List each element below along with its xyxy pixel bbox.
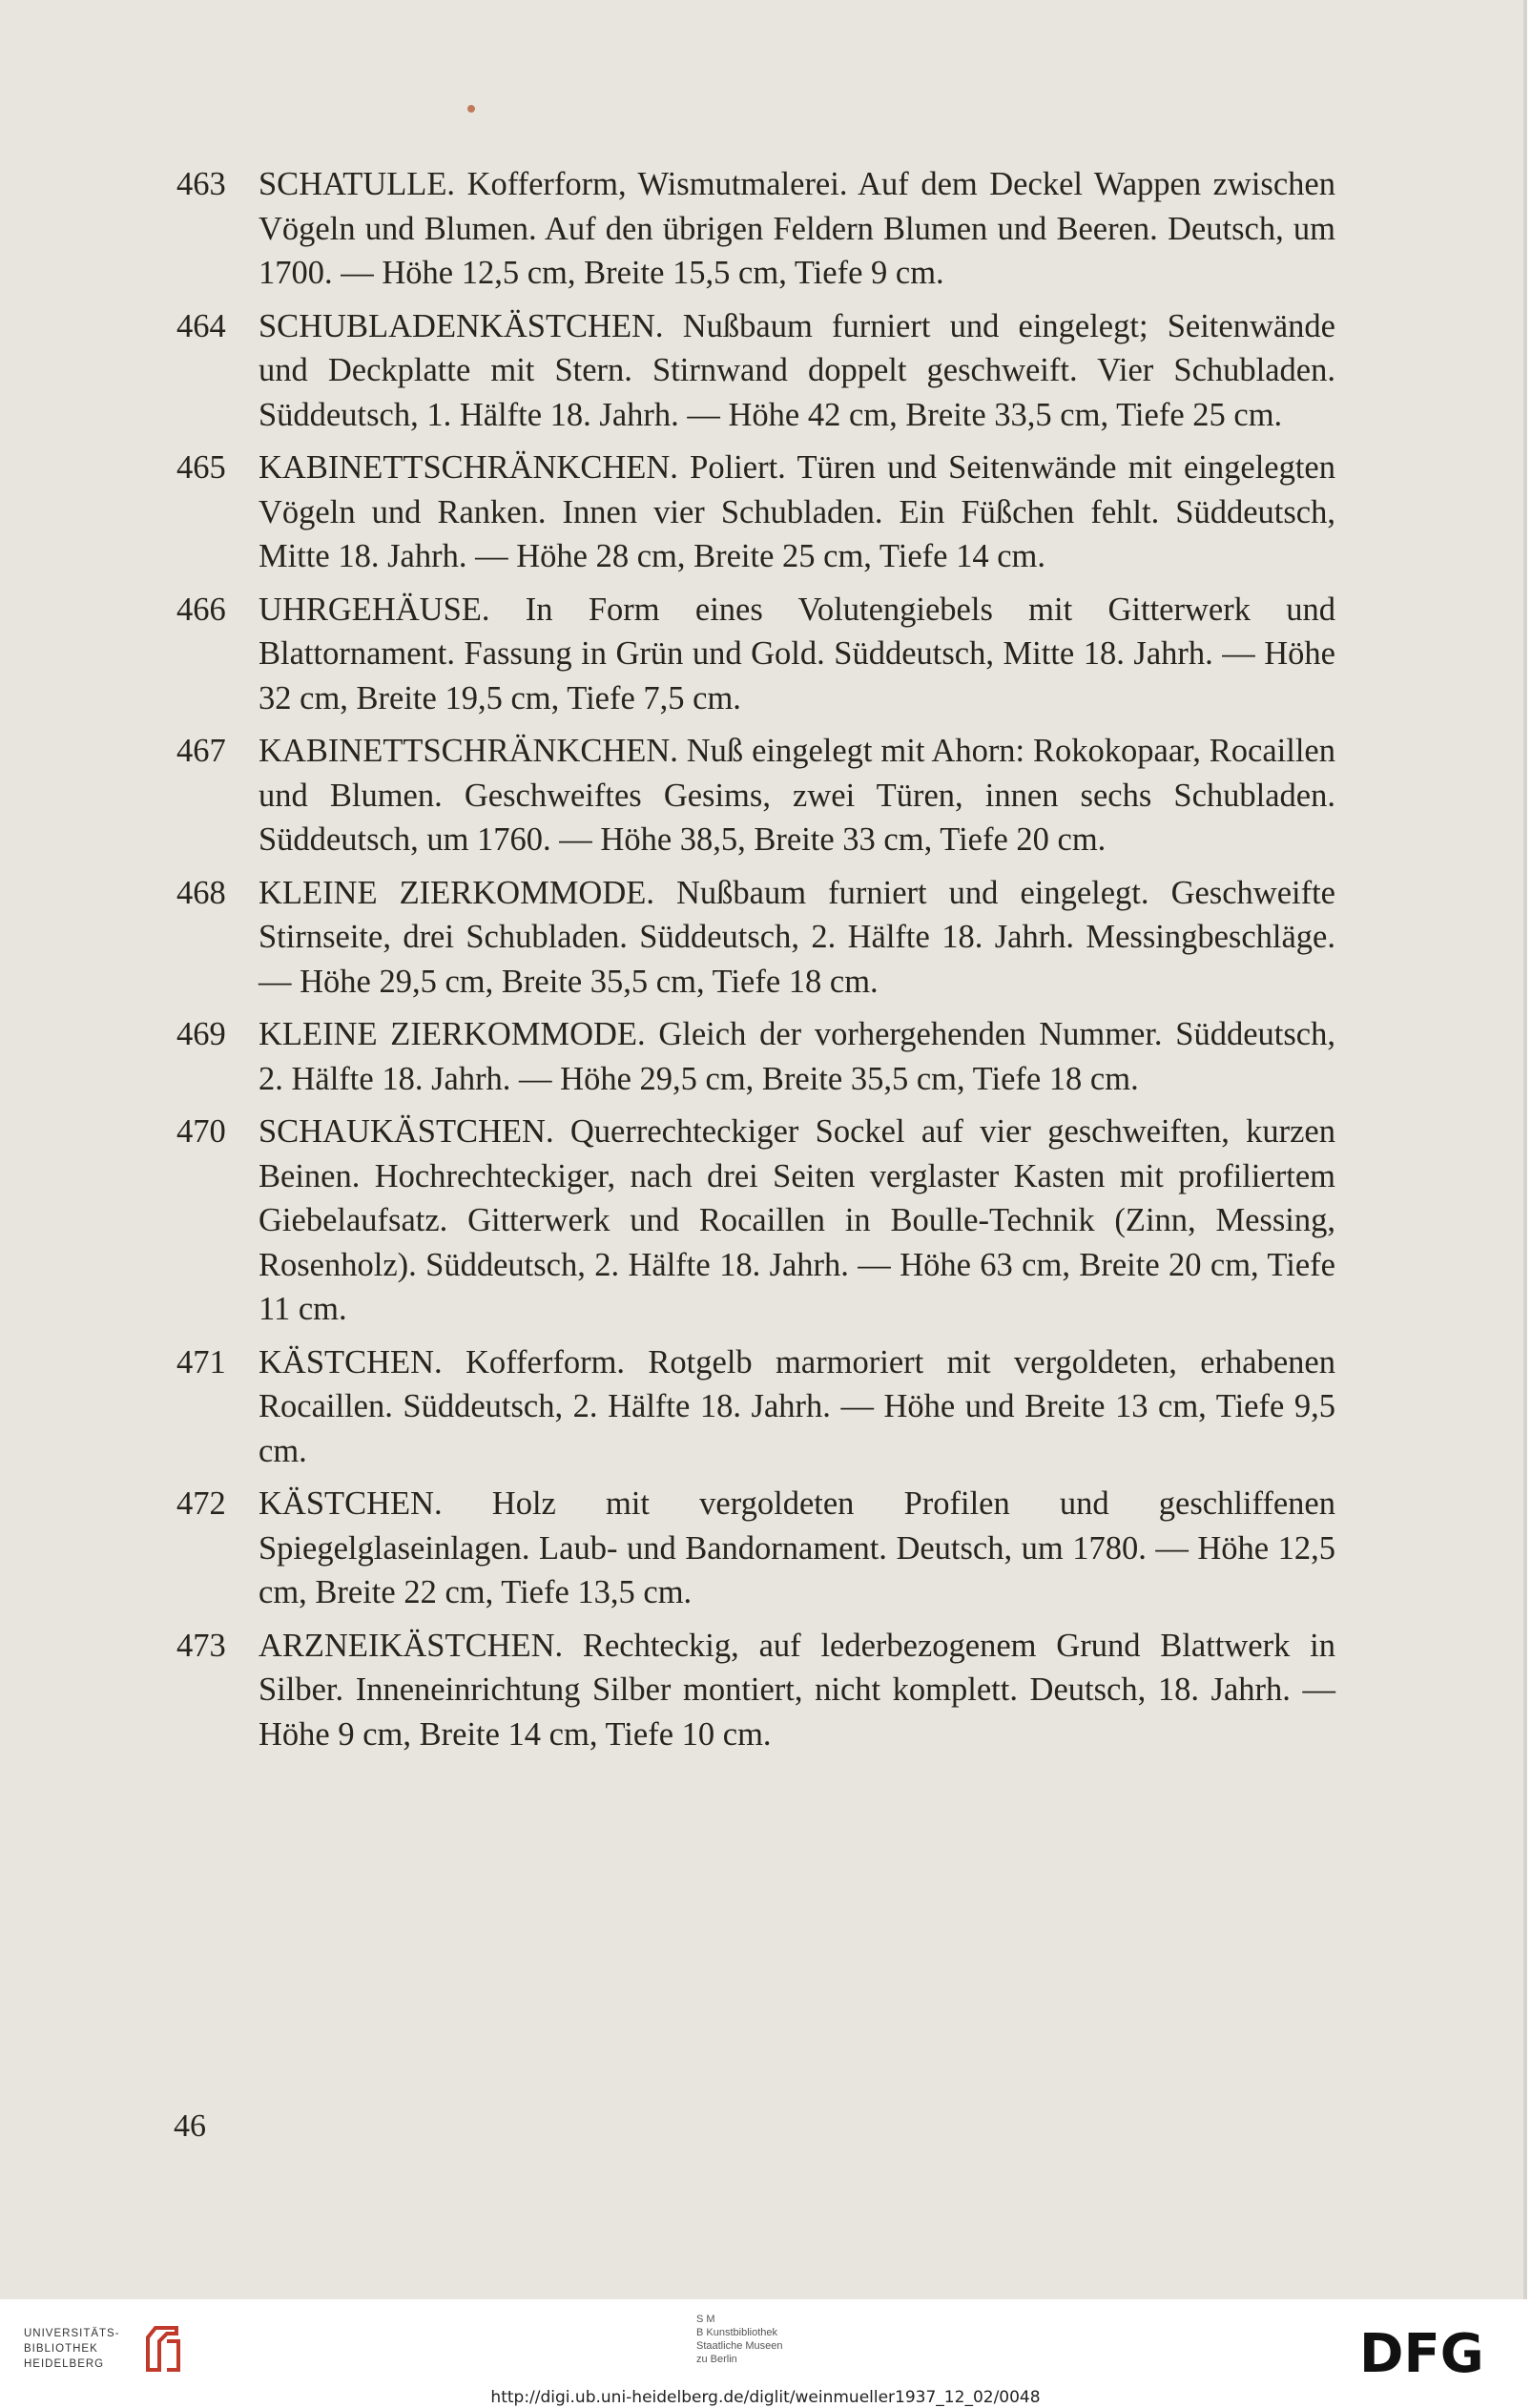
catalog-entry xyxy=(176,1624,1335,1757)
entry-number: 470 xyxy=(176,1113,226,1150)
catalog-entry xyxy=(176,446,1335,579)
catalog-entry xyxy=(176,1482,1335,1615)
entry-text: UHRGEHÄUSE. In Form eines Volutengiebels mit Gitterwerk und Blattornament. Fassung in Grün und Gold. Süddeutsch, Mitte 18. Jahrh. — Höhe 32 cm, Breite 19,5 cm, Tiefe 7,5 cm. xyxy=(259,591,1335,716)
entry-text: SCHATULLE. Kofferform, Wismutmalerei. Auf dem Deckel Wappen zwischen Vögeln und Blumen. Auf den übrigen Feldern Blumen und Beeren. Deutsch, um 1700. — Höhe 12,5 cm, Breite 15,5 cm, Tiefe 9 cm. xyxy=(259,166,1335,291)
decorative-dot xyxy=(467,105,475,113)
catalog-entry xyxy=(176,871,1335,1005)
source-url-link[interactable]: http://digi.ub.uni-heidelberg.de/diglit/weinmueller1937_12_02/0048 xyxy=(490,2388,1041,2407)
entry-text: KABINETTSCHRÄNKCHEN. Poliert. Türen und Seitenwände mit eingelegten Vögeln und Ranken. Innen vier Schubladen. Ein Füßchen fehlt. Süddeutsch, Mitte 18. Jahrh. — Höhe 28 cm, Breite 25 cm, Tiefe 14 cm. xyxy=(259,449,1335,574)
entry-number: 464 xyxy=(176,307,226,344)
entry-text: KLEINE ZIERKOMMODE. Gleich der vorhergehenden Nummer. Süddeutsch, 2. Hälfte 18. Jahrh. — Höhe 29,5 cm, Breite 35,5 cm, Tiefe 18 cm. xyxy=(259,1016,1335,1097)
catalog-entry xyxy=(176,304,1335,438)
entry-number: 463 xyxy=(176,166,226,202)
entry-number: 468 xyxy=(176,874,226,911)
entry-number: 472 xyxy=(176,1485,226,1522)
entry-number: 467 xyxy=(176,733,226,769)
entry-text: ARZNEIKÄSTCHEN. Rechteckig, auf lederbezogenem Grund Blattwerk in Silber. Inneneinrichtung Silber montiert, nicht komplett. Deutsch, 18. Jahrh. — Höhe 9 cm, Breite 14 cm, Tiefe 10 cm. xyxy=(259,1627,1335,1753)
entry-text: SCHUBLADENKÄSTCHEN. Nußbaum furniert und eingelegt; Seitenwände und Deckplatte mit Stern. Stirnwand doppelt geschweift. Vier Schubladen. Süddeutsch, 1. Hälfte 18. Jahrh. — Höhe 42 cm, Breite 33,5 cm, Tiefe 25 cm. xyxy=(259,307,1335,433)
entry-number: 471 xyxy=(176,1343,226,1380)
entry-number: 465 xyxy=(176,449,226,486)
catalog-entry xyxy=(176,1110,1335,1332)
entry-text: KÄSTCHEN. Kofferform. Rotgelb marmoriert mit vergoldeten, erhabenen Rocaillen. Süddeutsch, 2. Hälfte 18. Jahrh. — Höhe und Breite 13 cm, Tiefe 9,5 cm. xyxy=(259,1343,1335,1469)
entry-number: 469 xyxy=(176,1016,226,1052)
catalog-entries xyxy=(176,162,1335,1765)
entry-text: KABINETTSCHRÄNKCHEN. Nuß eingelegt mit Ahorn: Rokokopaar, Rocaillen und Blumen. Geschweiftes Gesims, zwei Türen, innen sechs Schubladen. Süddeutsch, um 1760. — Höhe 38,5, Breite 33 cm, Tiefe 20 cm. xyxy=(259,733,1335,858)
entry-number: 466 xyxy=(176,591,226,628)
sm-library-credit: S M B Kunstbibliothek Staatliche Museen zu Berlin xyxy=(696,2314,783,2365)
catalog-entry xyxy=(176,162,1335,296)
university-logo-icon xyxy=(138,2320,186,2377)
entry-text: KLEINE ZIERKOMMODE. Nußbaum furniert und eingelegt. Geschweifte Stirnseite, drei Schubladen. Süddeutsch, 2. Hälfte 18. Jahrh. Messingbeschläge. — Höhe 29,5 cm, Breite 35,5 cm, Tiefe 18 cm. xyxy=(259,874,1335,1000)
entry-text: SCHAUKÄSTCHEN. Querrechteckiger Sockel auf vier geschweiften, kurzen Beinen. Hochrechteckiger, nach drei Seiten verglaster Kasten mit profiliertem Giebelaufsatz. Gitterwerk und Rocaillen in Boulle-Technik (Zinn, Messing, Rosenholz). Süddeutsch, 2. Hälfte 18. Jahrh. — Höhe 63 cm, Breite 20 cm, Tiefe 11 cm. xyxy=(259,1113,1335,1327)
catalog-entry xyxy=(176,729,1335,862)
catalog-entry xyxy=(176,1012,1335,1101)
university-library-name: UNIVERSITÄTS- BIBLIOTHEK HEIDELBERG xyxy=(24,2328,120,2370)
catalog-entry xyxy=(176,588,1335,721)
svg-text:DFG: DFG xyxy=(1359,2324,1484,2377)
dfg-logo xyxy=(1359,2324,1512,2377)
entry-number: 473 xyxy=(176,1627,226,1664)
page-number: 46 xyxy=(174,2108,206,2144)
catalog-entry xyxy=(176,1340,1335,1474)
footer xyxy=(0,2299,1531,2408)
entry-text: KÄSTCHEN. Holz mit vergoldeten Profilen und geschliffenen Spiegelglaseinlagen. Laub- und Bandornament. Deutsch, um 1780. — Höhe 12,5 cm, Breite 22 cm, Tiefe 13,5 cm. xyxy=(259,1485,1335,1610)
